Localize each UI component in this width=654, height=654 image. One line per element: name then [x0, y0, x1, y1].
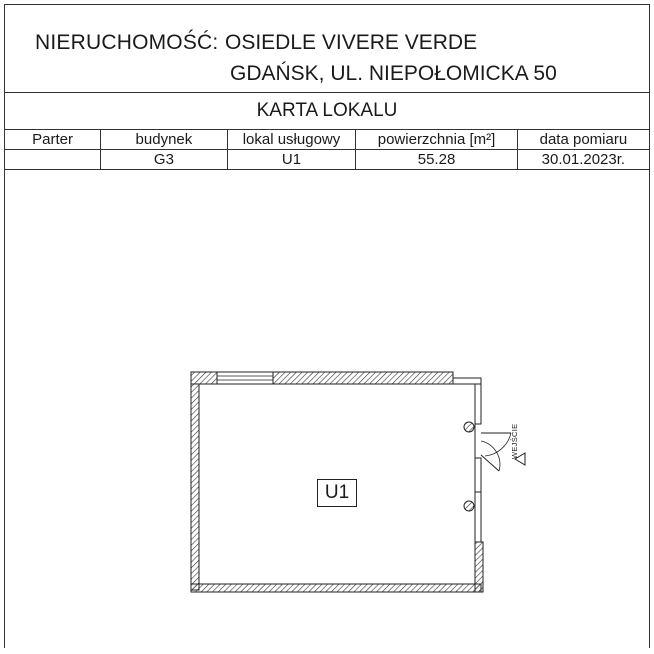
- wall-left: [191, 384, 199, 590]
- header-unit: lokal usługowy: [227, 130, 356, 150]
- header-area: powierzchnia [m²]: [356, 130, 518, 150]
- header-date: data pomiaru: [517, 130, 649, 150]
- wall-right-bottom: [475, 542, 483, 592]
- wall-right-mid: [475, 458, 481, 492]
- card-title: KARTA LOKALU: [256, 100, 398, 121]
- unit-info-table: [5, 129, 649, 170]
- property-name: OSIEDLE VIVERE VERDE: [225, 31, 478, 54]
- property-label: NIERUCHOMOŚĆ:: [35, 31, 219, 54]
- property-card-sheet: [4, 4, 650, 648]
- floor-plan: [5, 171, 651, 649]
- value-date: 30.01.2023r.: [517, 150, 649, 170]
- wall-top-thin: [453, 378, 481, 384]
- window-top: [217, 372, 273, 384]
- header-building: budynek: [101, 130, 228, 150]
- floor-label: Parter: [5, 130, 101, 150]
- room-label: U1: [317, 479, 357, 507]
- floor-plan-drawing: [5, 171, 651, 649]
- column-upper: [464, 422, 474, 432]
- entrance-label: WEJŚCIE: [510, 423, 519, 459]
- value-building: G3: [101, 150, 228, 170]
- door-swing-lower: [481, 441, 500, 471]
- floor-empty-cell: [5, 150, 101, 170]
- wall-top-right: [273, 372, 453, 384]
- value-area: 55.28: [356, 150, 518, 170]
- column-lower: [464, 501, 474, 511]
- wall-bottom: [191, 584, 481, 592]
- table-value-row: [5, 150, 649, 170]
- property-header: [5, 5, 649, 93]
- value-unit: U1: [227, 150, 356, 170]
- wall-right-lower: [475, 492, 481, 542]
- table-header-row: [5, 130, 649, 150]
- wall-top-left: [191, 372, 217, 384]
- property-address: GDAŃSK, UL. NIEPOŁOMICKA 50: [230, 62, 557, 85]
- door-leaf-lower: [481, 455, 499, 471]
- wall-right-top: [475, 384, 481, 424]
